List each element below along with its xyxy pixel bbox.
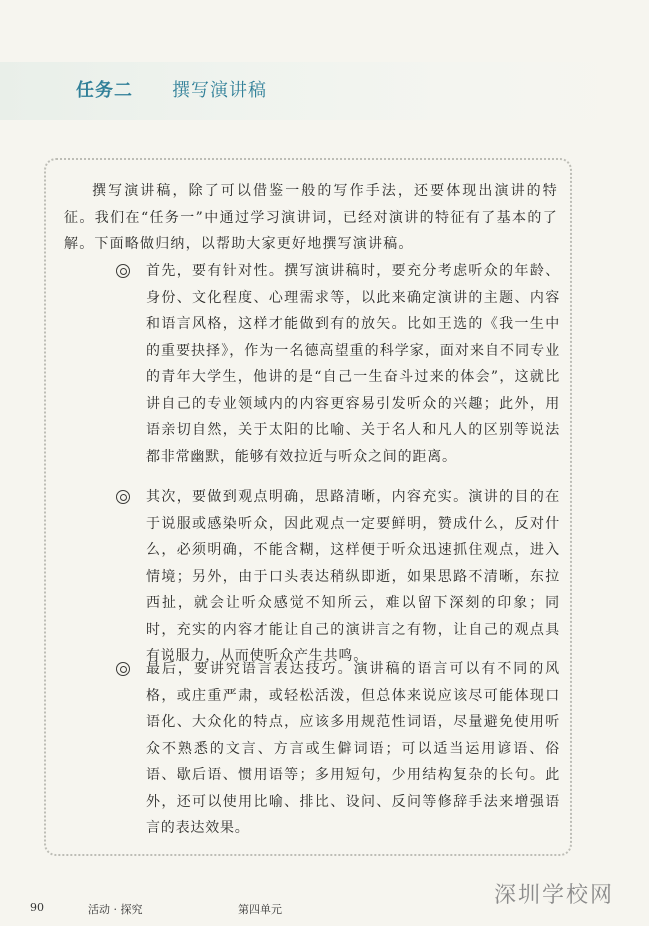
point-first-text: 首先，要有针对性。撰写演讲稿时，要充分考虑听众的年龄、身份、文化程度、心理需求等，以此来确定演讲的主题、内容和语言风格，这样才能做到有的放矢。比如王选的《我一生中的重要抉择》，作为一名德高望重的科学家，面对来自不同专业的青年大学生，他讲的是“自己一生奋斗过来的体会”，这就比讲自己的专业领域内的内容更容易引发听众的兴趣；此外，用语亲切自然，关于太阳的比喻、关于名人和凡人的区别等说法都非常幽默，能够有效拉近与听众之间的距离。 [146, 263, 560, 465]
double-circle-bullet-icon [116, 490, 130, 504]
double-circle-bullet-icon [116, 662, 130, 676]
watermark: 深圳学校网 [494, 883, 615, 908]
section-name: 活动 · 探究 [88, 903, 143, 916]
intro-paragraph: 撰写演讲稿，除了可以借鉴一般的写作手法，还要体现出演讲的特征。我们在“任务一”中通过学习演讲词，已经对演讲的特征有了基本的了解。下面略做归纳，以帮助大家更好地撰写演讲稿。 [64, 183, 558, 252]
point-first [116, 258, 560, 470]
page-number: 90 [30, 901, 44, 914]
task-label: 任务二 [76, 80, 133, 101]
unit-name: 第四单元 [238, 903, 282, 916]
point-third [116, 656, 560, 842]
point-third-text: 最后，要讲究语言表达技巧。演讲稿的语言可以有不同的风格，或庄重严肃，或轻松活泼，但总体来说应该尽可能体现口语化、大众化的特点，应该多用规范性词语，尽量避免使用听众不熟悉的文言、方言或生僻词语；可以适当运用谚语、俗语、歇后语、惯用语等；多用短句，少用结构复杂的长句。此外，还可以使用比喻、排比、设问、反问等修辞手法来增强语言的表达效果。 [146, 661, 560, 836]
point-second-text: 其次，要做到观点明确，思路清晰，内容充实。演讲的目的在于说服或感染听众，因此观点一定要鲜明，赞成什么，反对什么，必须明确，不能含糊，这样便于听众迅速抓住观点，进入情境；另外，由于口头表达稍纵即逝，如果思路不清晰，东拉西扯，就会让听众感觉不知所云，难以留下深刻的印象；同时，充实的内容才能让自己的演讲言之有物，让自己的观点具有说服力，从而使听众产生共鸣。 [146, 489, 560, 664]
point-second [116, 484, 560, 670]
double-circle-bullet-icon [116, 264, 130, 278]
task-title: 撰写演讲稿 [172, 80, 267, 101]
